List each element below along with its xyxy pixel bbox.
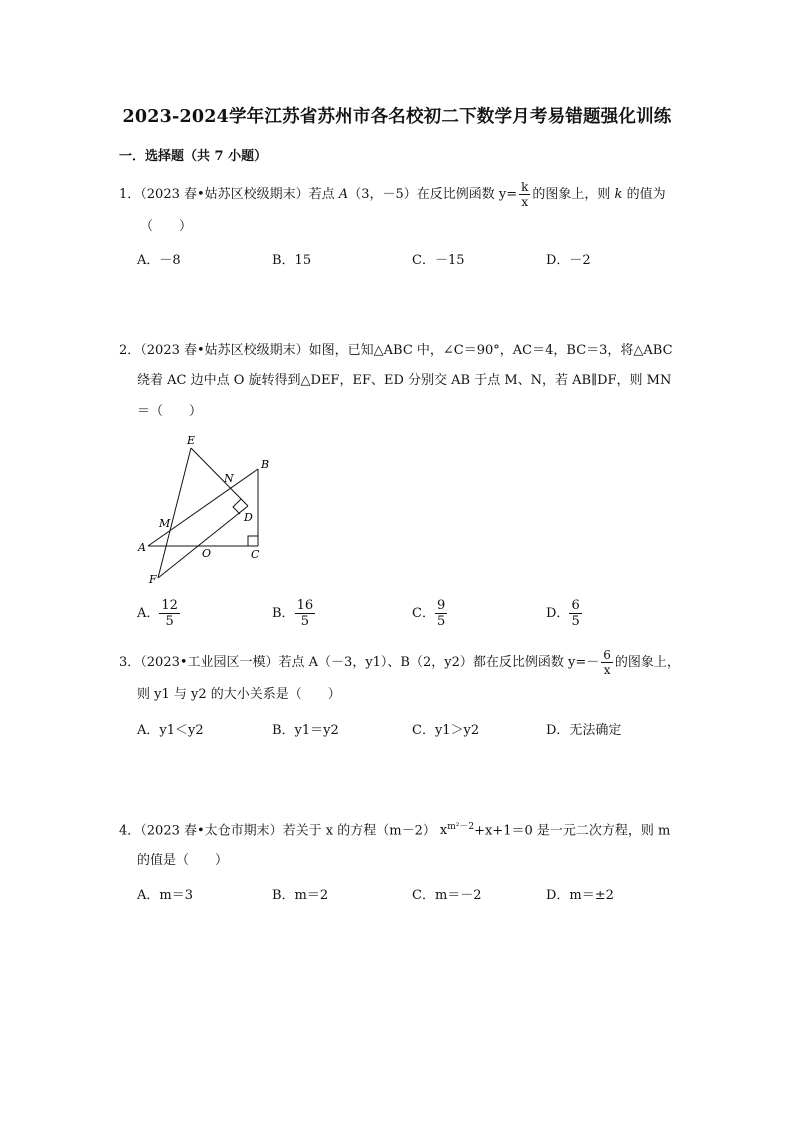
q2-c-den: 5 bbox=[436, 614, 446, 629]
q2-option-b[interactable] bbox=[272, 598, 315, 629]
q1-fraction bbox=[519, 180, 530, 209]
q2-option-a[interactable] bbox=[137, 598, 180, 629]
q2-option-c[interactable] bbox=[412, 598, 447, 629]
label-e: E bbox=[187, 434, 196, 447]
q2-b-num: 16 bbox=[296, 598, 314, 613]
q4-text-b: +x+1＝0 是一元二次方程，则 m bbox=[474, 823, 671, 839]
page-title: 2023-2024学年江苏省苏州市各名校初二下数学月考易错题强化训练 bbox=[122, 107, 672, 127]
q2-option-d-letter: D． bbox=[546, 606, 570, 621]
q1-frac-den: x bbox=[521, 195, 529, 209]
question-3-line-1 bbox=[119, 648, 680, 677]
q2-option-a-letter: A． bbox=[137, 606, 160, 621]
label-a: A bbox=[138, 541, 146, 554]
q2-d-num: 6 bbox=[571, 598, 580, 613]
q2-c-num: 9 bbox=[436, 598, 446, 613]
question-2-line-1: 2．（2023 春•姑苏区校级期末）如图，已知△ABC 中，∠C＝90°，AC＝4，BC＝3，将△ABC bbox=[119, 343, 673, 358]
q3-y-eq: y=－ bbox=[568, 655, 600, 670]
q1-text-c: 的图象上，则 bbox=[532, 187, 615, 202]
q4-text-a: 4．（2023 春•太仓市期末）若关于 x 的方程（m－2） bbox=[119, 823, 436, 839]
q1-k: k bbox=[614, 187, 623, 202]
q1-frac-num: k bbox=[521, 180, 529, 194]
q3-option-d[interactable]: D．无法确定 bbox=[546, 723, 622, 738]
segment-ab bbox=[148, 469, 258, 546]
label-c: C bbox=[251, 548, 260, 561]
q4-option-c[interactable]: C．m＝－2 bbox=[412, 888, 482, 903]
q1-y-eq: y= bbox=[498, 187, 518, 202]
label-n: N bbox=[224, 472, 234, 485]
question-3-line-2: 则 y1 与 y2 的大小关系是（ ） bbox=[137, 687, 341, 702]
q3-option-b[interactable]: B．y1＝y2 bbox=[272, 723, 339, 738]
q3-frac-num: 6 bbox=[603, 648, 611, 662]
q4-option-d[interactable]: D．m＝±2 bbox=[546, 888, 614, 903]
question-4-line-2: 的值是（ ） bbox=[137, 853, 229, 868]
q2-d-den: 5 bbox=[571, 614, 580, 629]
q3-fraction bbox=[601, 648, 613, 677]
q2-option-d[interactable] bbox=[546, 598, 582, 629]
q2-option-c-letter: C． bbox=[412, 606, 435, 621]
q3-option-c[interactable]: C．y1＞y2 bbox=[412, 723, 480, 738]
segment-ed bbox=[191, 448, 248, 506]
label-d: D bbox=[244, 511, 253, 524]
q1-text-d: 的值为 bbox=[622, 187, 666, 202]
q1-option-c[interactable]: C．－15 bbox=[412, 253, 465, 268]
label-o: O bbox=[202, 547, 212, 560]
q2-option-d-fraction bbox=[569, 598, 581, 629]
q4-exponent: m²－2 bbox=[447, 822, 475, 832]
q1-paren: （ ） bbox=[140, 219, 193, 234]
q1-option-d[interactable]: D．－2 bbox=[546, 253, 591, 268]
label-m: M bbox=[159, 517, 171, 530]
label-f: F bbox=[149, 573, 157, 586]
right-angle-d-mark bbox=[233, 499, 241, 514]
q3-text-a: 3．（2023•工业园区一模）若点 A（－3，y1）、B（2，y2）都在反比例函数 bbox=[119, 655, 569, 670]
q2-option-c-fraction bbox=[435, 598, 447, 629]
question-1-stem bbox=[119, 180, 666, 209]
section-heading: 一．选择题（共 7 小题） bbox=[119, 149, 268, 164]
q1-option-b[interactable]: B．15 bbox=[272, 253, 312, 268]
q4-option-b[interactable]: B．m＝2 bbox=[272, 888, 329, 903]
q2-geometry-figure bbox=[130, 432, 280, 587]
right-angle-c-mark bbox=[248, 536, 258, 546]
q2-option-a-fraction bbox=[159, 598, 180, 629]
segment-ef bbox=[158, 448, 191, 578]
q2-b-den: 5 bbox=[300, 614, 309, 629]
q3-frac-den: x bbox=[603, 663, 611, 677]
q4-option-a[interactable]: A．m＝3 bbox=[137, 888, 193, 903]
q1-option-a[interactable]: A．－8 bbox=[137, 253, 181, 268]
q3-option-a[interactable]: A．y1＜y2 bbox=[137, 723, 204, 738]
question-2-line-3: ＝（ ） bbox=[137, 404, 203, 419]
q1-point: A bbox=[338, 187, 349, 202]
q1-text-b: （3，－5）在反比例函数 bbox=[348, 187, 499, 202]
q4-base: x bbox=[439, 823, 448, 839]
q1-text-a: 1．（2023 春•姑苏区校级期末）若点 bbox=[119, 187, 339, 202]
segment-fd bbox=[158, 506, 248, 578]
question-4-line-1 bbox=[119, 818, 670, 840]
q2-a-num: 12 bbox=[161, 598, 178, 613]
q2-option-b-fraction bbox=[295, 598, 316, 629]
q2-option-b-letter: B． bbox=[272, 606, 295, 621]
q2-a-den: 5 bbox=[165, 614, 174, 629]
question-2-line-2: 绕着 AC 边中点 O 旋转得到△DEF，EF、ED 分别交 AB 于点 M、N，若 AB∥DF，则 MN bbox=[137, 373, 672, 388]
label-b: B bbox=[261, 458, 270, 471]
q3-text-b: 的图象上， bbox=[614, 655, 680, 670]
